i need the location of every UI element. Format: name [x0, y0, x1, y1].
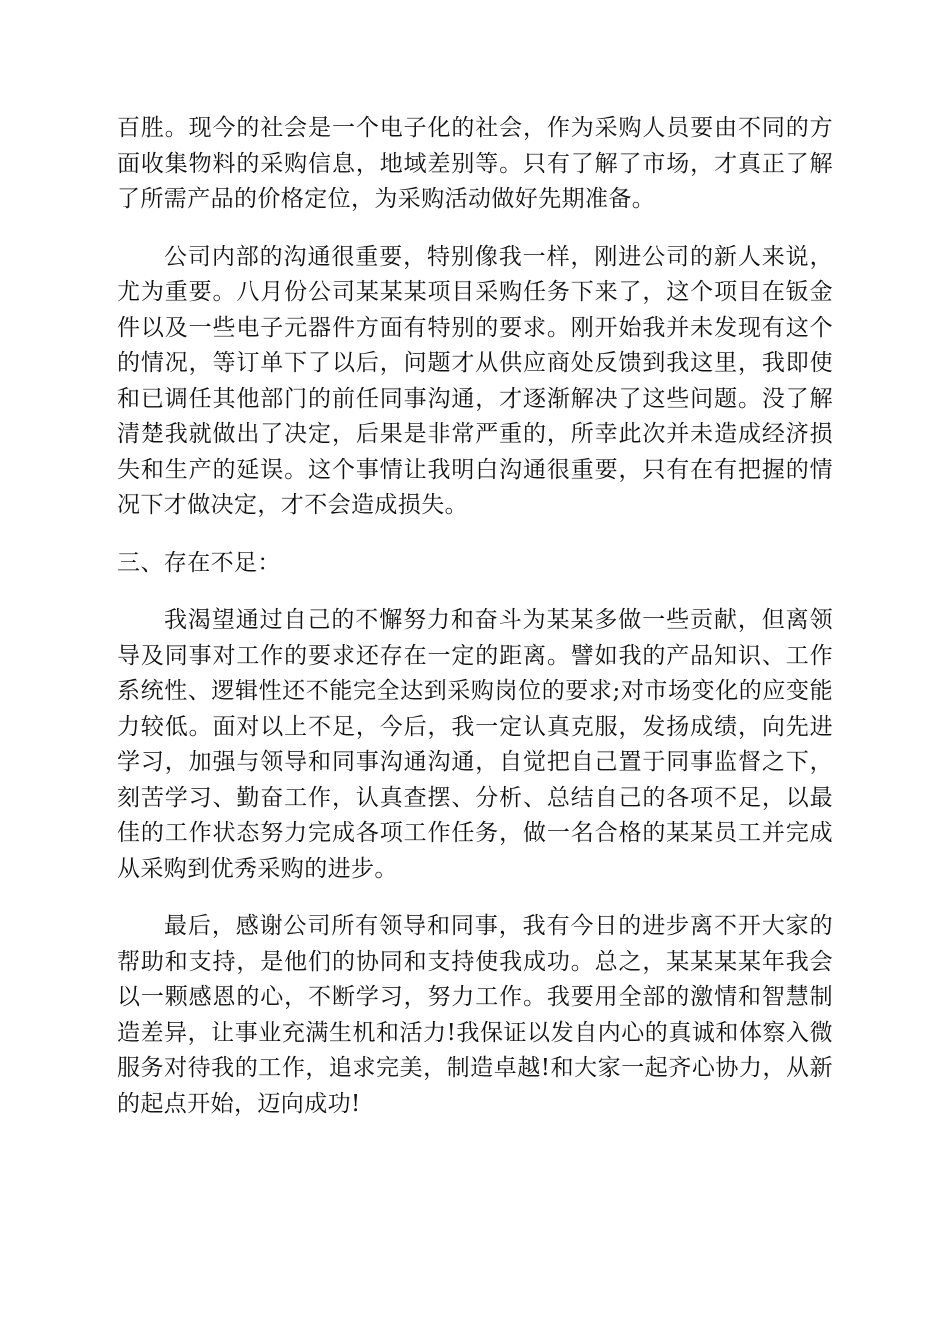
paragraph-procurement-info: 百胜。现今的社会是一个电子化的社会，作为采购人员要由不同的方面收集物料的采购信息，地域差别等。只有了解了市场，才真正了解了所需产品的价格定位，为采购活动做好先期准备。 — [117, 115, 833, 212]
paragraph-internal-communication: 公司内部的沟通很重要，特别像我一样，刚进公司的新人来说，尤为重要。八月份公司某某某项目采购任务下来了，这个项目在钣金件以及一些电子元器件方面有特别的要求。刚开始我并未发现有这个的情况，等订单下了以后，问题才从供应商处反馈到我这里，我即使和已调任其他部门的前任同事沟通，才逐渐解决了这些问题。没了解清楚我就做出了决定，后果是非常严重的，所幸此次并未造成经济损失和生产的延误。这个事情让我明白沟通很重要，只有在有把握的情况下才做决定，才不会造成损失。 — [117, 243, 833, 518]
paragraph-conclusion: 最后，感谢公司所有领导和同事，我有今日的进步离不开大家的帮助和支持，是他们的协同和支持使我成功。总之，某某某某年我会以一颗感恩的心，不断学习，努力工作。我要用全部的激情和智慧制造差异，让事业充满生机和活力!我保证以发自内心的真诚和体察入微服务对待我的工作，追求完美，制造卓越!和大家一起齐心协力，从新的起点开始，迈向成功! — [117, 913, 833, 1117]
section-heading-shortcomings: 三、存在不足： — [117, 549, 281, 576]
document-body — [117, 111, 833, 1144]
paragraph-shortcomings: 我渴望通过自己的不懈努力和奋斗为某某多做一些贡献，但离领导及同事对工作的要求还存在一定的距离。譬如我的产品知识、工作系统性、逻辑性还不能完全达到采购岗位的要求;对市场变化的应变能力较低。面对以上不足，今后，我一定认真克服，发扬成绩，向先进学习，加强与领导和同事沟通沟通，自觉把自己置于同事监督之下，刻苦学习、勤奋工作，认真查摆、分析、总结自己的各项不足，以最佳的工作状态努力完成各项工作任务，做一名合格的某某员工并完成从采购到优秀采购的进步。 — [117, 607, 833, 882]
